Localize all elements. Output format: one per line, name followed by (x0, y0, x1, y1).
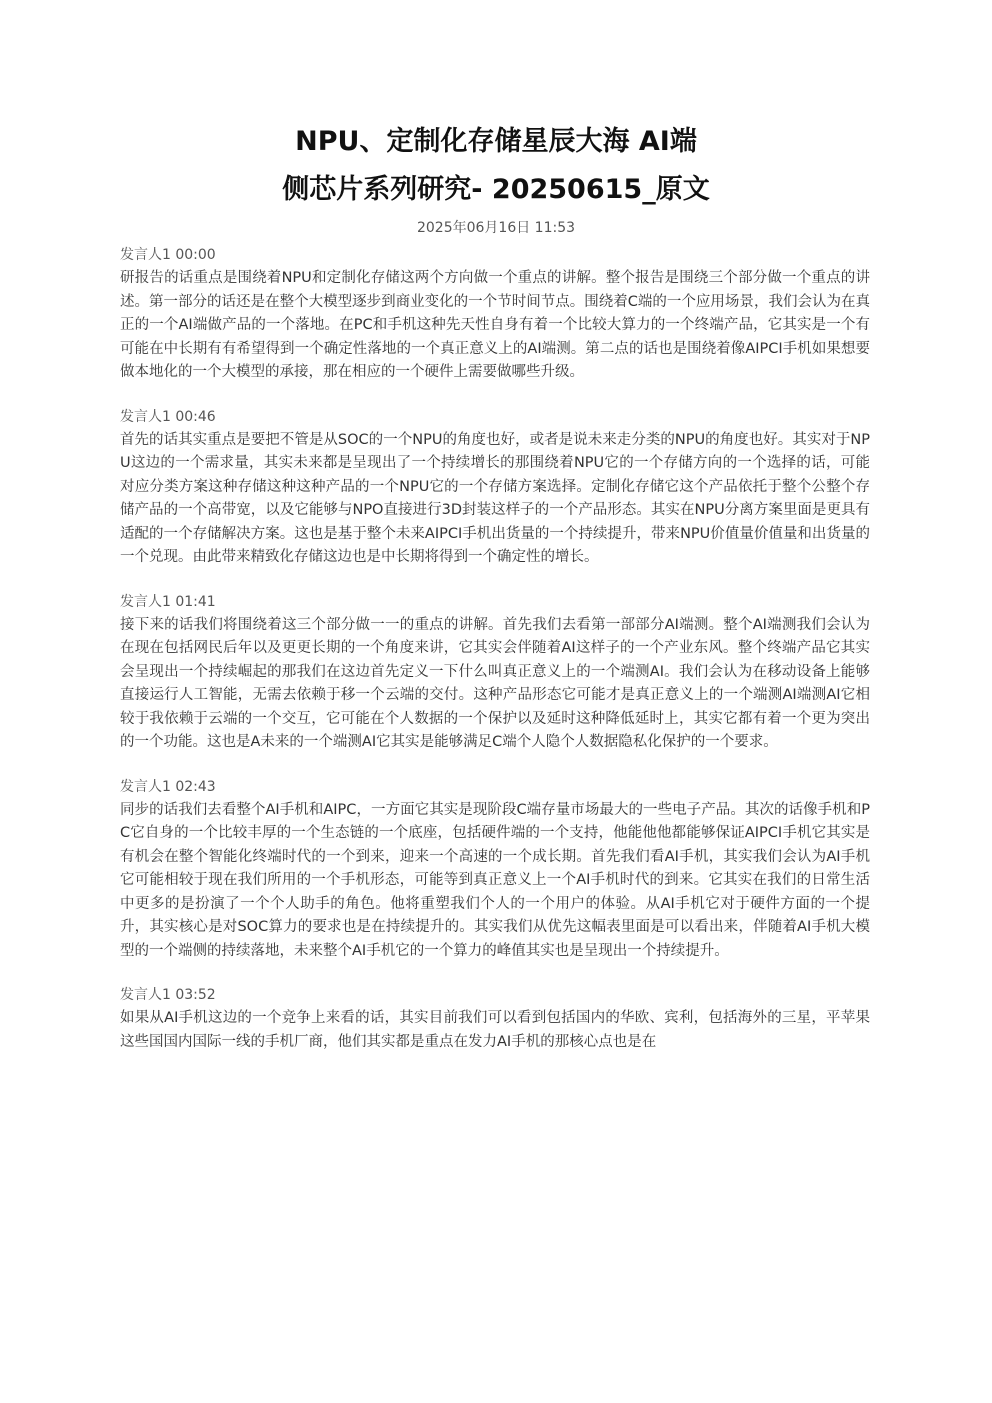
title-line-1: NPU、定制化存储星辰大海 AI端 (295, 126, 697, 157)
transcript-section (120, 243, 870, 385)
document-date: 2025年06月16日 11:53 (416, 220, 576, 236)
transcript-paragraph: 接下来的话我们将围绕着这三个部分做一一的重点的讲解。首先我们去看第一部部分AI端测。整个AI端测我们会认为在现在包括网民后年以及更更长期的一个角度来讲，它其实会伴随着AI这样子的一个产业东风。整个终端产品它其实会呈现出一个持续崛起的那我们在这边首先定义一下什么叫真正意义上的一个端测AI。我们会认为在移动设备上能够直接运行人工智能，无需去依赖于移一个云端的交付。这种产品形态它可能才是真正意义上的一个端测AI端测AI它相较于我依赖于云端的一个交互，它可能在个人数据的一个保护以及延时这种降低延时上，其实它都有着一个更为突出的一个功能。这也是A未来的一个端测AI它其实是能够满足C端个人隐个人数据隐私化保护的一个要求。 (120, 616, 870, 750)
speaker-timestamp: 发言人1 00:00 (120, 247, 216, 263)
transcript-section (120, 983, 870, 1054)
transcript-paragraph: 同步的话我们去看整个AI手机和AIPC，一方面它其实是现阶段C端存量市场最大的一些电子产品。其次的话像手机和PC它自身的一个比较丰厚的一个生态链的一个底座，包括硬件端的一个支持，他能他他都能够保证AIPCI手机它其实是有机会在整个智能化终端时代的一个到来，迎来一个高速的一个成长期。首先我们看AI手机，其实我们会认为AI手机它可能相较于现在我们所用的一个手机形态，可能等到真正意义上一个AI手机时代的到来。它其实在我们的日常生活中更多的是扮演了一个个人助手的角色。他将重塑我们个人的一个用户的体验。从AI手机它对于硬件方面的一个提升，其实核心是对SOC算力的要求也是在持续提升的。其实我们从优先这幅表里面是可以看出来，伴随着AI手机大模型的一个端侧的持续落地，未来整个AI手机它的一个算力的峰值其实也是呈现出一个持续提升。 (120, 801, 870, 959)
speaker-timestamp: 发言人1 01:41 (120, 593, 216, 610)
transcript-paragraph: 如果从AI手机这边的一个竞争上来看的话，其实目前我们可以看到包括国内的华欧、宾利，包括海外的三星，平苹果这些国国内国际一线的手机厂商，他们其实都是重点在发力AI手机的那核心点也是在 (120, 1010, 870, 1050)
title-line-2: 侧芯片系列研究- 20250615_原文 (282, 174, 710, 205)
transcript-section (120, 590, 870, 755)
transcript-section (120, 405, 870, 570)
speaker-timestamp: 发言人1 02:43 (120, 778, 216, 795)
transcript-paragraph: 首先的话其实重点是要把不管是从SOC的一个NPU的角度也好，或者是说未来走分类的NPU的角度也好。其实对于NPU这边的一个需求量，其实未来都是呈现出了一个持续增长的那围绕着NPU它的一个存储方向的一个选择的话，可能对应分类方案这种存储这种这种产品的一个NPU它的一个存储方案选择。定制化存储它这个产品依托于整个公整个存储产品的一个高带宽，以及它能够与NPO直接进行3D封装这样子的一个产品形态。其实在NPU分离方案里面是更具有适配的一个存储解决方案。这也是基于整个未来AIPCI手机出货量的一个持续提升，带来NPU价值量价值量和出货量的一个兑现。由此带来精致化存储这边也是中长期将得到一个确定性的增长。 (120, 431, 870, 565)
document-title (120, 118, 872, 214)
transcript-body (120, 243, 870, 1074)
transcript-paragraph: 研报告的话重点是围绕着NPU和定制化存储这两个方向做一个重点的讲解。整个报告是围绕三个部分做一个重点的讲述。第一部分的话还是在整个大模型逐步到商业变化的一个节时间节点。围绕着C端的一个应用场景，我们会认为在真正的一个AI端做产品的一个落地。在PC和手机这种先天性自身有着一个比较大算力的一个终端产品，它其实是一个有可能在中长期有有希望得到一个确定性落地的一个真正意义上的AI端测。第二点的话也是围绕着像AIPCI手机如果想要做本地化的一个大模型的承接，那在相应的一个硬件上需要做哪些升级。 (120, 270, 870, 380)
transcript-section (120, 775, 870, 964)
speaker-timestamp: 发言人1 03:52 (120, 987, 216, 1003)
speaker-timestamp: 发言人1 00:46 (120, 408, 216, 425)
